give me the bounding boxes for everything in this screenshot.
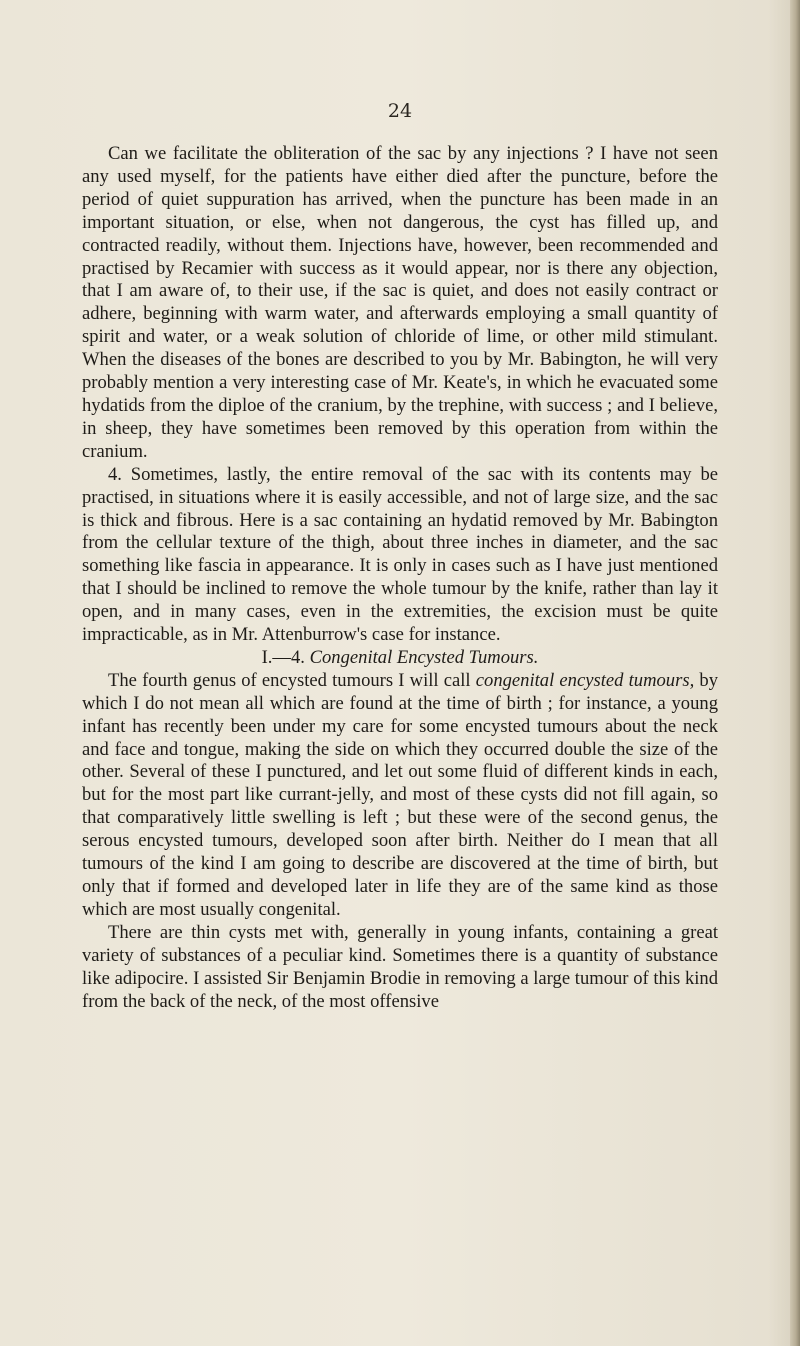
section-heading [82, 647, 718, 670]
paragraph-removal-of-sac: 4. Sometimes, lastly, the entire removal of the sac with its contents may be practised, in situations where it is easily accessible, and not of large size, and the sac is thick and fibrous. Here is a sac containing an hydatid removed by Mr. Babington from the cellular texture of the thigh, about three inches in diameter, and the sac something like fascia in appearance. It is only in cases such as I have just mentioned that I should be inclined to remove the whole tumour by the knife, rather than lay it open, and in many cases, even in the extremities, the excision must be quite impracticable, as in Mr. Attenburrow's case for instance. [82, 463, 718, 646]
paragraph-thin-cysts: There are thin cysts met with, generally in young infants, containing a great variety of substances of a peculiar kind. Sometimes there is a quantity of substance like adipocire. I assisted Sir Benjamin Brodie in removing a large tumour of this kind from the back of the neck, of the most offensive [82, 921, 718, 1012]
section-number: I.—4. [261, 646, 305, 668]
paragraph-fourth-genus [82, 670, 718, 922]
page-edge-shadow [790, 0, 800, 1346]
paragraph-fourth-genus-start: The fourth genus of encysted tumours I will call [108, 669, 476, 691]
section-title: Congenital Encysted Tumours. [309, 646, 539, 668]
paragraph-injections: Can we facilitate the obliteration of the sac by any injections ? I have not seen any used myself, for the patients have either died after the puncture, before the period of quiet suppuration has arrived, when the puncture has been made in an important situation, or else, when not dangerous, the cyst has filled up, and contracted readily, without them. Injections have, however, been recommended and practised by Recamier with success as it would appear, nor is there any objection, that I am aware of, to their use, if the sac is quiet, and does not easily contract or adhere, beginning with warm water, and afterwards employing a small quantity of spirit and water, or a weak solution of chloride of lime, or other mild stimulant. When the diseases of the bones are described to you by Mr. Babington, he will very probably mention a very interesting case of Mr. Keate's, in which he evacuated some hydatids from the diploe of the cranium, by the trephine, with success ; and I believe, in sheep, they have sometimes been removed by this operation from within the cranium. [82, 143, 718, 462]
paragraph-fourth-genus-rest: by which I do not mean all which are found at the time of birth ; for instance, a young infant has recently been under my care for some encysted tumours about the neck and face and tongue, making the side on which they occurred double the size of the other. Several of these I punctured, and let out some fluid of different kinds in each, but for the most part like currant-jelly, and most of these cysts did not fill again, so that comparatively little swelling is left ; but these were of the second genus, the serous encysted tumours, developed soon after birth. Neither do I mean that all tumours of the kind I am going to describe are discovered at the time of birth, but only that if formed and developed later in life they are of the same kind as those which are most usually congenital. [82, 669, 718, 920]
page-body [82, 143, 718, 1013]
term-congenital-encysted-tumours: congenital encysted tumours, [475, 669, 695, 691]
page-number: 24 [387, 100, 413, 122]
